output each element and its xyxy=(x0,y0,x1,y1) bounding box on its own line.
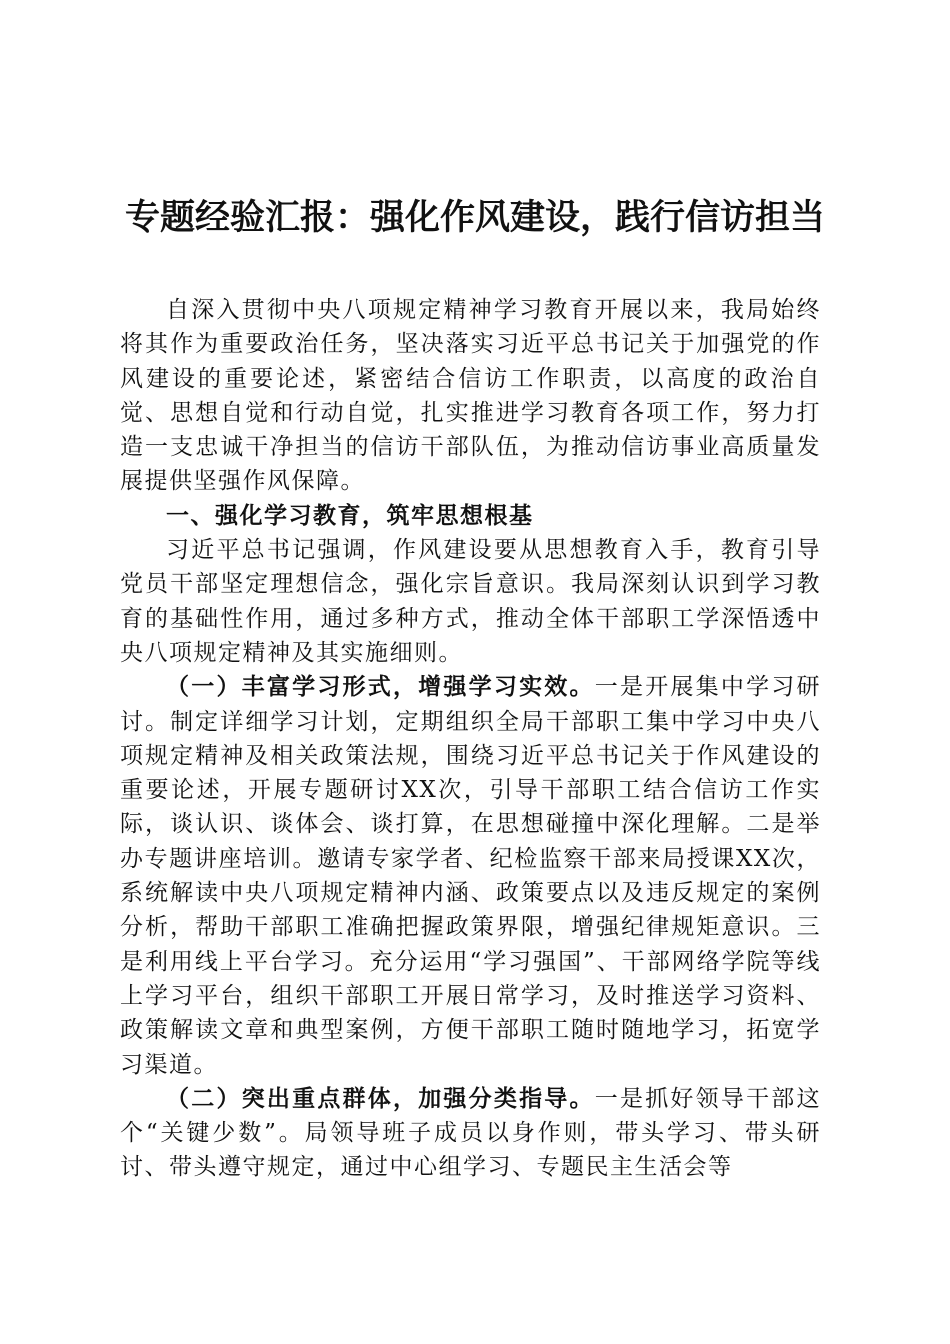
document-body xyxy=(120,293,821,1185)
subsection-1-paragraph xyxy=(120,670,821,1082)
section-heading-1: 一、强化学习教育，筑牢思想根基 xyxy=(166,502,534,529)
subsection-1-lead: （一）丰富学习形式，增强学习实效。 xyxy=(166,673,595,701)
subsection-2-text: 一是抓好领导干部这个“关键少数”。局领导班子成员以身作则，带头学习、带头研讨、带头遵守规定，通过中心组学习、专题民主生活会等 xyxy=(120,1085,822,1181)
subsection-2-lead: （二）突出重点群体，加强分类指导。 xyxy=(166,1084,595,1112)
subsection-2-paragraph xyxy=(120,1082,821,1185)
document-title: 专题经验汇报：强化作风建设，践行信访担当 xyxy=(124,197,825,238)
section-1-paragraph: 习近平总书记强调，作风建设要从思想教育入手，教育引导党员干部坚定理想信念，强化宗旨意识。我局深刻认识到学习教育的基础性作用，通过多种方式，推动全体干部职工学深悟透中央八项规定精神及其实施细则。 xyxy=(120,537,821,666)
subsection-1-text: 一是开展集中学习研讨。制定详细学习计划，定期组织全局干部职工集中学习中央八项规定精神及相关政策法规，围绕习近平总书记关于作风建设的重要论述，开展专题研讨XX次，引导干部职工结合信访工作实际，谈认识、谈体会、谈打算，在思想碰撞中深化理解。二是举办专题讲座培训。邀请专家学者、纪检监察干部来局授课XX次，系统解读中央八项规定精神内涵、政策要点以及违反规定的案例分析，帮助干部职工准确把握政策界限，增强纪律规矩意识。三是利用线上平台学习。充分运用“学习强国”、干部网络学院等线上学习平台，组织干部职工开展日常学习，及时推送学习资料、政策解读文章和典型案例，方便干部职工随时随地学习，拓宽学习渠道。 xyxy=(120,674,822,1078)
intro-paragraph: 自深入贯彻中央八项规定精神学习教育开展以来，我局始终将其作为重要政治任务，坚决落实习近平总书记关于加强党的作风建设的重要论述，紧密结合信访工作职责，以高度的政治自觉、思想自觉和行动自觉，扎实推进学习教育各项工作，努力打造一支忠诚干净担当的信访干部队伍，为推动信访事业高质量发展提供坚强作风保障。 xyxy=(120,297,821,495)
